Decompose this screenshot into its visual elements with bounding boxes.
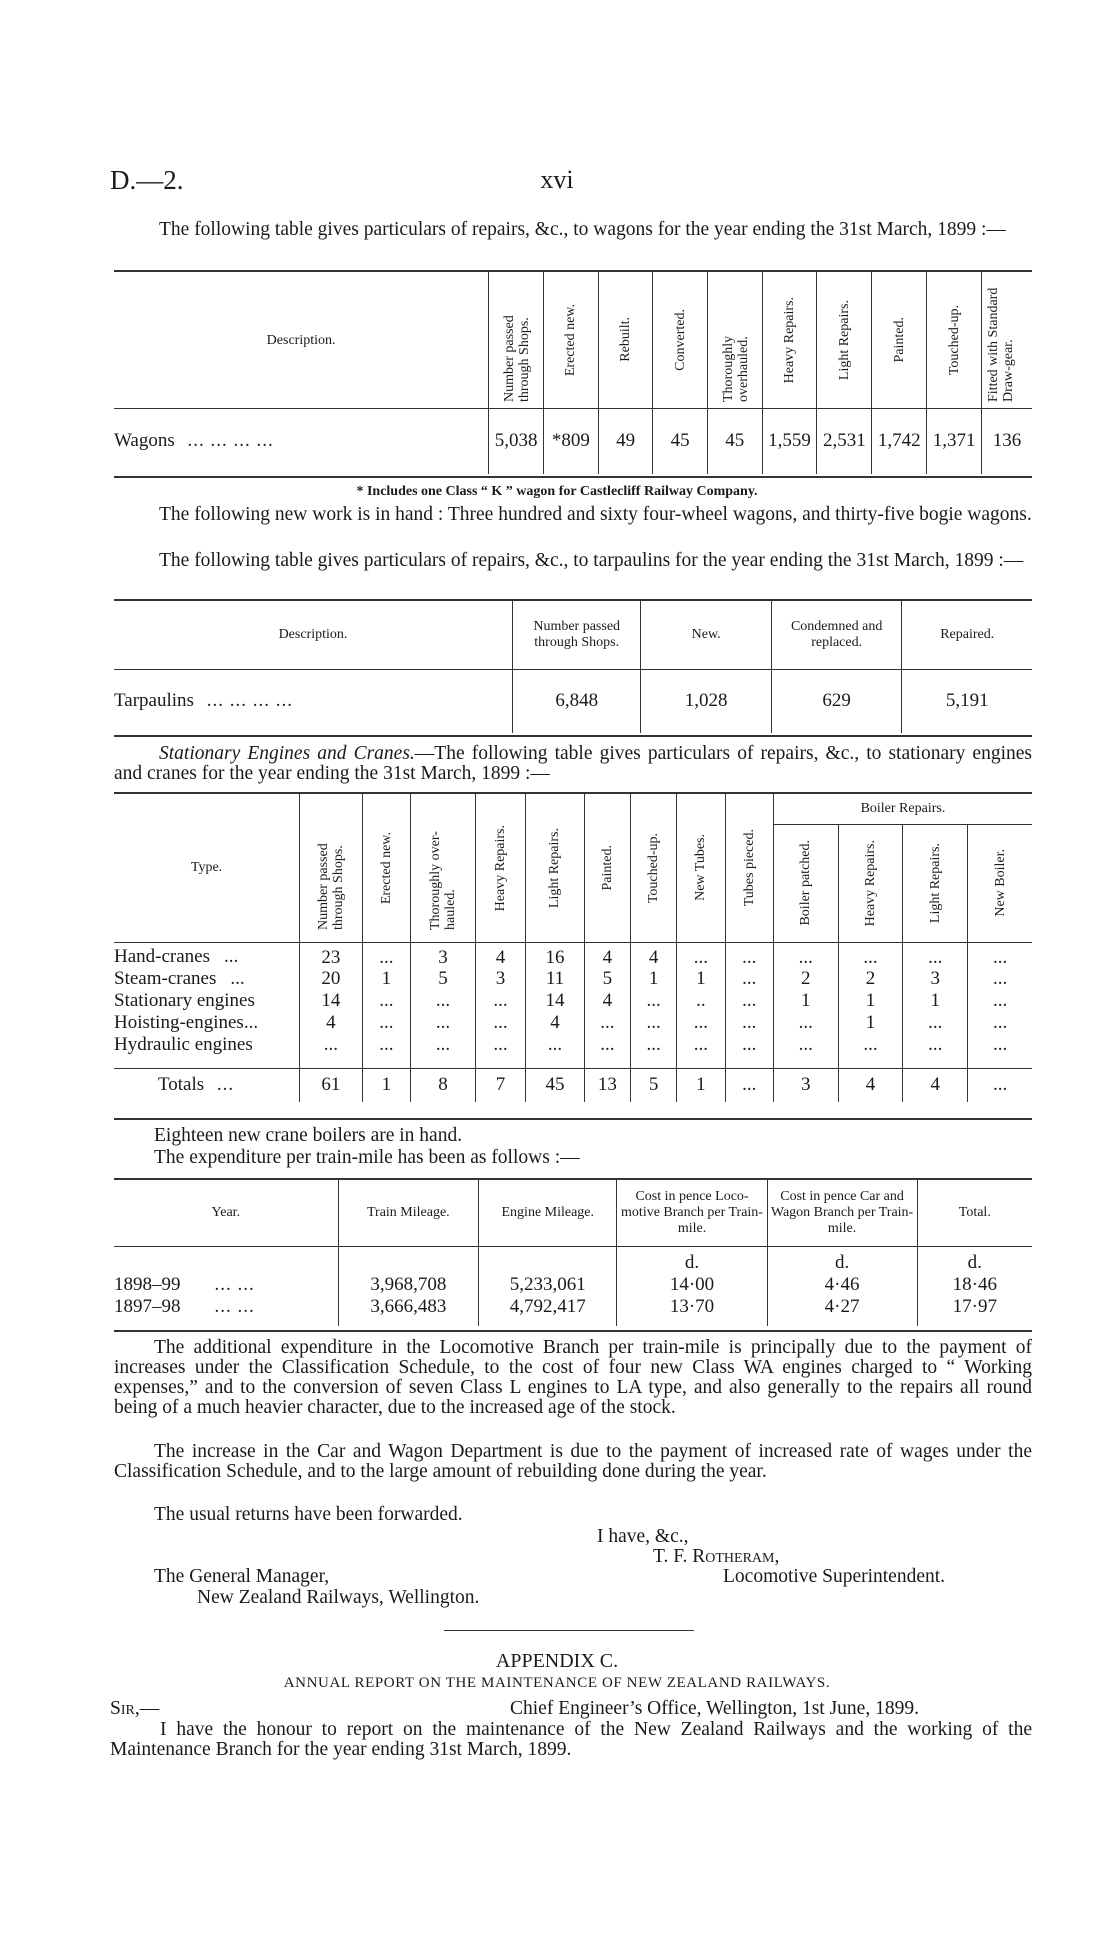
table-cell: 13 (584, 1068, 630, 1102)
table-cell: ... (631, 1012, 677, 1034)
table-cell: 4 (631, 942, 677, 968)
table-cell: 45 (526, 1068, 585, 1102)
table-cell: ... (411, 1012, 476, 1034)
table-cell: ... (903, 1012, 968, 1034)
table-row (114, 1034, 1032, 1056)
table-cell: 5,038 (489, 408, 544, 474)
column-header (982, 272, 1032, 408)
table-cell: 1 (773, 990, 838, 1012)
table-cell: 136 (982, 408, 1032, 474)
table-row (114, 669, 1032, 733)
table-cell: 3 (475, 968, 525, 990)
table-cell: ... (725, 1068, 773, 1102)
column-header: Type. (114, 794, 300, 942)
signatory-name: T. F. Rotheram, (653, 1546, 780, 1567)
table-cell: ... (968, 1034, 1032, 1056)
table-cell: ... (725, 1012, 773, 1034)
column-label: Number passed through Shops. (502, 315, 533, 403)
table-cell: ... (362, 1012, 410, 1034)
table-cell: 4,792,417 (479, 1296, 617, 1326)
column-label: Touched-up. (946, 304, 962, 375)
column-header: Erected new. (362, 794, 410, 942)
table-cell: ... (677, 942, 725, 968)
column-header: Year. (114, 1180, 338, 1246)
table-cell: 1 (677, 968, 725, 990)
table-cell: ... (584, 1034, 630, 1056)
table-cell: 1 (838, 1012, 903, 1034)
table-row (114, 990, 1032, 1012)
table-cell: ... (526, 1034, 585, 1056)
rule (114, 735, 1032, 737)
expenditure-intro: The expenditure per train-mile has been as follows :— (154, 1147, 580, 1168)
column-header: Painted. (584, 794, 630, 942)
table-cell: ... (631, 990, 677, 1012)
column-header (598, 272, 653, 408)
wagons-footnote: * Includes one Class “ K ” wagon for Castlecliff Railway Company. (356, 484, 758, 499)
row-label: Stationary engines (114, 990, 255, 1011)
column-header: Thoroughly over-hauled. (411, 794, 476, 942)
column-header (653, 272, 708, 408)
column-header: Boiler patched. (773, 824, 838, 942)
column-label: Light Repairs. (836, 299, 852, 380)
table-cell: ... (631, 1034, 677, 1056)
table-cell: ... (903, 1034, 968, 1056)
table-cell: 16 (526, 942, 585, 968)
table-cell: 4 (903, 1068, 968, 1102)
totals-row (114, 1068, 1032, 1102)
stationary-table (114, 794, 1032, 1102)
table-cell: 61 (300, 1068, 363, 1102)
table-cell: 3,666,483 (338, 1296, 478, 1326)
table-cell: ... (362, 942, 410, 968)
table-cell: ... (725, 990, 773, 1012)
row-label: Hoisting-engines... (114, 1012, 259, 1033)
table-cell: ... (968, 1068, 1032, 1102)
column-header (762, 272, 817, 408)
table-cell: 3,968,708 (338, 1274, 478, 1296)
table-cell: ... (677, 1012, 725, 1034)
table-cell: ... (362, 1034, 410, 1056)
table-cell: ... (773, 1034, 838, 1056)
rule (114, 1118, 1032, 1120)
table-row (114, 408, 1032, 474)
table-cell: 3 (903, 968, 968, 990)
table-cell: 17·97 (917, 1296, 1032, 1326)
table-cell: 5 (584, 968, 630, 990)
table-cell: 45 (707, 408, 762, 474)
table-cell: 6,848 (512, 669, 640, 733)
table-cell: ... (838, 1034, 903, 1056)
column-header: Tubes pieced. (725, 794, 773, 942)
table-cell: ... (475, 1034, 525, 1056)
table-cell: 1,559 (762, 408, 817, 474)
row-label: Hand-cranes ... (114, 946, 239, 967)
table-cell: ... (903, 942, 968, 968)
salutation: Sir,— (110, 1698, 160, 1719)
stationary-intro: Stationary Engines and Cranes.—The following table gives particulars of repairs, &c., to stationary engines and cranes for the year ending the 31st March, 1899 :— (114, 743, 1032, 784)
column-header: Train Mileage. (338, 1180, 478, 1246)
expenditure-table (114, 1180, 1032, 1326)
column-label: Heavy Repairs. (782, 296, 798, 383)
table-cell: ... (411, 990, 476, 1012)
table-cell: ... (838, 942, 903, 968)
column-label: Erected new. (563, 303, 579, 376)
column-header: Heavy Repairs. (475, 794, 525, 942)
table-cell: .. (677, 990, 725, 1012)
table-cell: ... (362, 990, 410, 1012)
table-cell: ... (475, 990, 525, 1012)
table-cell: 4 (300, 1012, 363, 1034)
row-label: Wagons ... ... ... ... (114, 430, 274, 452)
column-header: Total. (917, 1180, 1032, 1246)
table-cell: 1 (903, 990, 968, 1012)
table-cell: ... (475, 1012, 525, 1034)
column-label: Thoroughly overhauled. (720, 336, 751, 403)
row-label: 1897–98 ... ... (114, 1296, 255, 1317)
tarpaulins-intro: The following table gives particulars of repairs, &c., to tarpaulins for the year ending the 31st March, 1899 :— (159, 550, 1024, 571)
table-cell: 4 (475, 942, 525, 968)
table-cell: 23 (300, 942, 363, 968)
table-cell: 14 (300, 990, 363, 1012)
column-header: Description. (114, 601, 512, 669)
office-date-line: Chief Engineer’s Office, Wellington, 1st June, 1899. (510, 1698, 919, 1719)
column-header: Light Repairs. (526, 794, 585, 942)
spacer-row (114, 1056, 1032, 1068)
column-header: Light Repairs. (903, 824, 968, 942)
table-cell: ... (968, 990, 1032, 1012)
column-header: New Tubes. (677, 794, 725, 942)
table-cell: 4 (526, 1012, 585, 1034)
table-cell: 18·46 (917, 1274, 1032, 1296)
stationary-body (114, 942, 1032, 1068)
table-cell: 14 (526, 990, 585, 1012)
row-label: Totals ... (114, 1068, 300, 1102)
table-cell: 5,233,061 (479, 1274, 617, 1296)
table-cell: 629 (771, 669, 902, 733)
column-header: Cost in pence Car and Wagon Branch per Train-mile. (767, 1180, 917, 1246)
table-cell: 3 (411, 942, 476, 968)
column-header (872, 272, 927, 408)
table-cell: 4·46 (767, 1274, 917, 1296)
table-cell: 7 (475, 1068, 525, 1102)
table-cell: 5 (631, 1068, 677, 1102)
appendix-heading: APPENDIX C. (495, 1650, 619, 1672)
table-cell: *809 (544, 408, 599, 474)
table-cell: 20 (300, 968, 363, 990)
table-cell: 3 (773, 1068, 838, 1102)
table-cell: ... (773, 942, 838, 968)
table-cell: 45 (653, 408, 708, 474)
row-label: Hydraulic engines (114, 1034, 253, 1055)
table-cell: ... (968, 942, 1032, 968)
column-label: Painted. (891, 317, 907, 363)
table-cell: 4 (838, 1068, 903, 1102)
signatory-title: Locomotive Superintendent. (723, 1566, 946, 1587)
table-cell: 2 (773, 968, 838, 990)
table-cell: 4 (584, 990, 630, 1012)
table-cell: ... (968, 1012, 1032, 1034)
column-header: Cost in pence Loco-motive Branch per Train-mile. (617, 1180, 767, 1246)
table-cell: ... (968, 968, 1032, 990)
column-header (707, 272, 762, 408)
table-cell: 4 (584, 942, 630, 968)
table-cell: 49 (598, 408, 653, 474)
page-reference: D.—2. (110, 165, 184, 195)
returns-paragraph: The usual returns have been forwarded. (154, 1504, 463, 1525)
addressee-line-2: New Zealand Railways, Wellington. (197, 1587, 480, 1608)
divider (444, 1630, 694, 1631)
column-header: Number passed through Shops. (512, 601, 640, 669)
table-cell: ... (773, 1012, 838, 1034)
table-cell: 1 (677, 1068, 725, 1102)
table-cell: 2,531 (817, 408, 872, 474)
table-cell: 4·27 (767, 1296, 917, 1326)
column-header (114, 272, 489, 408)
addressee-line-1: The General Manager, (154, 1566, 330, 1587)
column-header (489, 272, 544, 408)
table-row (114, 968, 1032, 990)
table-cell: 5,191 (902, 669, 1032, 733)
boiler-repairs-group-header: Boiler Repairs. (773, 794, 1032, 824)
appendix-subheading: ANNUAL REPORT ON THE MAINTENANCE OF NEW ZEALAND RAILWAYS. (283, 1675, 831, 1691)
wagons-table (114, 272, 1032, 474)
page-number: xvi (540, 165, 574, 194)
table-cell: ... (725, 968, 773, 990)
table-cell: 1 (631, 968, 677, 990)
table-cell: 1 (838, 990, 903, 1012)
table-cell: 13·70 (617, 1296, 767, 1326)
table-cell: ... (584, 1012, 630, 1034)
table-cell: ... (725, 1034, 773, 1056)
column-header: New Boiler. (968, 824, 1032, 942)
table-header-row (114, 1180, 1032, 1246)
table-cell: 1,742 (872, 408, 927, 474)
table-cell: 2 (838, 968, 903, 990)
row-label: 1898–99 ... ... (114, 1274, 255, 1295)
additional-expenditure-paragraph: The additional expenditure in the Locomotive Branch per train-mile is principally due to the payment of increases under the Classification Schedule, to the cost of four new Class WA engines charged to “ Working expenses,” and to the conversion of seven Class L engines to LA type, and also generally to the repairs all round being of a much heavier character, due to the increased age of the stock. (114, 1337, 1032, 1418)
column-header: New. (641, 601, 771, 669)
table-cell: 1,028 (641, 669, 771, 733)
table-row (114, 942, 1032, 968)
table-header-row (114, 794, 1032, 824)
table-cell: 1,371 (927, 408, 982, 474)
table-cell: 1 (362, 1068, 410, 1102)
appendix-body: I have the honour to report on the maintenance of the New Zealand Railways and the working of the Maintenance Branch for the year ending 31st March, 1899. (110, 1719, 1032, 1760)
table-row (114, 1274, 1032, 1296)
column-header (544, 272, 599, 408)
row-label: Steam-cranes ... (114, 968, 245, 989)
rule (114, 476, 1032, 478)
table-cell: ... (725, 942, 773, 968)
column-header: Heavy Repairs. (838, 824, 903, 942)
column-header: Repaired. (902, 601, 1032, 669)
table-row (114, 1012, 1032, 1034)
column-label: Rebuilt. (618, 317, 634, 363)
column-header: Touched-up. (631, 794, 677, 942)
table-header-row (114, 601, 1032, 669)
column-header (817, 272, 872, 408)
closing-salutation: I have, &c., (597, 1526, 689, 1547)
table-cell: 8 (411, 1068, 476, 1102)
row-label: Tarpaulins ... ... ... ... (114, 690, 293, 712)
table-cell: ... (300, 1034, 363, 1056)
unit-label: d. (917, 1246, 1032, 1274)
unit-row (114, 1246, 1032, 1274)
unit-label: d. (617, 1246, 767, 1274)
table-cell: ... (677, 1034, 725, 1056)
table-row (114, 1296, 1032, 1326)
column-label: Description. (266, 332, 336, 348)
table-cell: 11 (526, 968, 585, 990)
table-cell: 1 (362, 968, 410, 990)
column-header: Condemned and replaced. (771, 601, 902, 669)
column-header: Engine Mileage. (479, 1180, 617, 1246)
column-label: Fitted with Standard Draw-gear. (986, 287, 1017, 403)
increase-paragraph: The increase in the Car and Wagon Department is due to the payment of increased rate of wages under the Classification Schedule, and to the large amount of rebuilding done during the year. (114, 1441, 1032, 1482)
wagons-intro: The following table gives particulars of repairs, &c., to wagons for the year ending the 31st March, 1899 :— (159, 219, 1006, 240)
table-cell: 5 (411, 968, 476, 990)
tarpaulins-table (114, 601, 1032, 733)
table-cell: ... (411, 1034, 476, 1056)
column-header (927, 272, 982, 408)
unit-label: d. (767, 1246, 917, 1274)
table-cell: 14·00 (617, 1274, 767, 1296)
column-label: Converted. (672, 308, 688, 371)
crane-boilers-paragraph: Eighteen new crane boilers are in hand. (154, 1125, 463, 1146)
table-header-row (114, 272, 1032, 408)
new-work-paragraph: The following new work is in hand : Three hundred and sixty four-wheel wagons, and thirty-five bogie wagons. (159, 504, 1032, 525)
column-header: Number passed through Shops. (300, 794, 363, 942)
rule (114, 1330, 1032, 1332)
